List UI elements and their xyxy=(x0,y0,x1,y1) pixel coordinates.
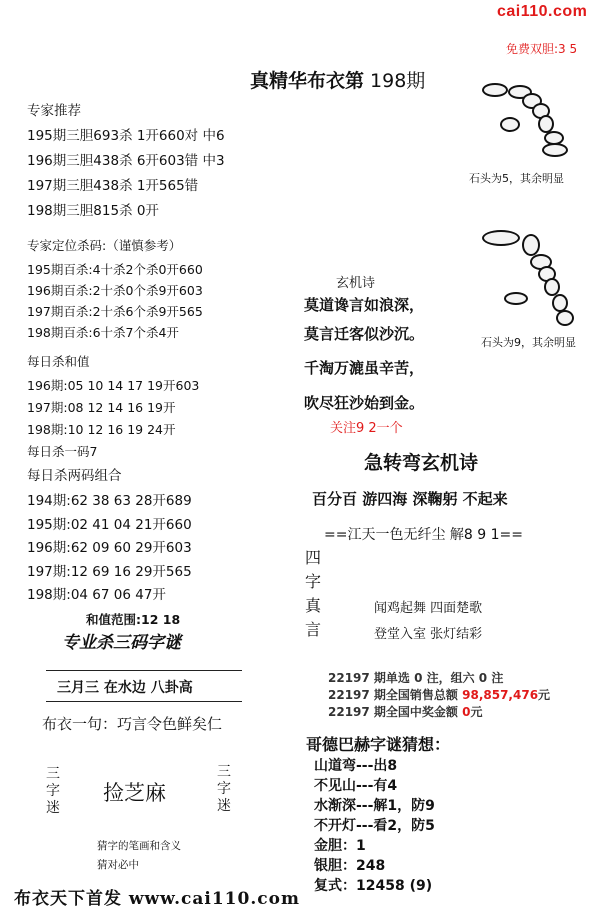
pro-kill-title: 专业杀三码字谜 xyxy=(62,633,181,653)
guess-title: 哥德巴赫字谜猜想： xyxy=(306,735,451,754)
turn-poem-line: 百分百 游四海 深鞠躬 不起来 xyxy=(312,490,508,508)
poem-line: 吹尽狂沙始到金。 xyxy=(304,394,425,412)
two-code-heading: 每日杀两码组合 xyxy=(27,468,122,484)
expert-line: 198期三胆815杀 0开 xyxy=(27,203,159,219)
side-label-right: 三字迷 xyxy=(217,764,231,814)
guess-line: 水渐深---解1，防9 xyxy=(314,798,435,814)
expert-line: 197期三胆438杀 1开565错 xyxy=(27,178,199,194)
stones-image-2 xyxy=(478,226,588,326)
footer-banner: 布衣天下首发 www.cai110.com xyxy=(14,889,300,909)
expert-heading: 专家推荐 xyxy=(27,103,81,119)
one-line-riddle: 布衣一句：巧言令色鲜矣仁 xyxy=(42,715,223,733)
sum-range: 和值范围:12 18 xyxy=(86,612,181,627)
four-words-line1: 闻鸡起舞 四面楚歌 xyxy=(374,601,483,616)
guess-line: 复式：12458 (9) xyxy=(314,878,433,894)
hint-line-2: 猜对必中 xyxy=(97,859,139,871)
site-logo: cai110.com xyxy=(497,3,588,20)
poem-note: 关注9 2一个 xyxy=(330,421,403,436)
stones-caption-1: 石头为5，其余明显 xyxy=(469,172,564,185)
kill-code-line: 198期百杀:6十杀7个杀4开 xyxy=(27,325,179,340)
four-words-char: 字 xyxy=(304,572,321,591)
turn-poem-solve: ==江天一色无纤尘 解8 9 1== xyxy=(324,527,523,543)
two-code-list xyxy=(27,490,192,608)
stones-caption-2: 石头为9，其余明显 xyxy=(481,336,576,349)
kill-code-line: 196期百杀:2十杀0个杀9开603 xyxy=(27,283,203,298)
center-riddle: 捡芝麻 xyxy=(103,781,166,805)
guess-line: 银胆：248 xyxy=(314,858,386,874)
sum-kill-line: 197期:08 12 14 16 19开 xyxy=(27,400,176,415)
four-words-line2: 登堂入室 张灯结彩 xyxy=(374,627,483,642)
poem-line: 莫道谗言如浪深， xyxy=(304,296,425,314)
hint-line-1: 猜字的笔画和含义 xyxy=(97,840,181,852)
one-code-line: 每日杀一码7 xyxy=(27,444,98,459)
sum-kill-heading: 每日杀和值 xyxy=(27,354,90,369)
poem-line: 千淘万漉虽辛苦， xyxy=(304,359,425,377)
stat-prize-label: 22197 期全国中奖金额 xyxy=(328,705,458,719)
kill-codes-list xyxy=(27,259,203,343)
guess-line: 山道弯---出8 xyxy=(314,758,398,774)
four-words-char: 四 xyxy=(304,548,321,567)
expert-line: 196期三胆438杀 6开603错 中3 xyxy=(27,153,225,169)
stat-sales-label: 22197 期全国销售总额 xyxy=(328,688,458,702)
free-pick-label: 免费双胆:3 5 xyxy=(506,42,578,56)
two-code-line: 196期:62 09 60 29开603 xyxy=(27,540,192,556)
kill-code-line: 195期百杀:4十杀2个杀0开660 xyxy=(27,262,203,277)
stat-sales-unit: 元 xyxy=(538,688,551,702)
four-words-char: 真 xyxy=(304,596,321,615)
stones-image-1 xyxy=(472,75,592,165)
poem-title: 玄机诗 xyxy=(336,276,376,291)
guess-line: 不开灯---看2，防5 xyxy=(314,818,435,834)
sum-kill-list xyxy=(27,375,199,463)
two-code-line: 198期:04 67 06 47开 xyxy=(27,587,166,603)
two-code-line: 194期:62 38 63 28开689 xyxy=(27,493,192,509)
guess-list xyxy=(314,756,435,896)
stat-line-1: 22197 期单选 0 注，组六 0 注 xyxy=(328,671,504,685)
poem-line: 莫言迁客似沙沉。 xyxy=(304,325,425,343)
two-code-line: 197期:12 69 16 29开565 xyxy=(27,563,192,580)
riddle-line: 三月三 在水边 八卦高 xyxy=(57,680,193,696)
divider-top xyxy=(46,670,242,671)
sum-kill-line: 196期:05 10 14 17 19开603 xyxy=(27,378,200,393)
issue-number: 198期 xyxy=(370,70,426,92)
stat-sales-value: 98,857,476 xyxy=(462,688,539,702)
kill-codes-heading: 专家定位杀码:（谨慎参考） xyxy=(27,238,182,253)
guess-line: 不见山---有4 xyxy=(314,778,398,794)
stat-line-2 xyxy=(328,686,550,703)
side-label-left: 三字迷 xyxy=(46,766,60,816)
four-words-char: 言 xyxy=(304,620,321,639)
expert-line: 195期三胆693杀 1开660对 中6 xyxy=(27,128,225,144)
sum-kill-line: 198期:10 12 16 19 24开 xyxy=(27,422,176,437)
stat-prize-unit: 元 xyxy=(470,705,483,719)
turn-poem-title: 急转弯玄机诗 xyxy=(364,452,479,474)
four-words-label xyxy=(304,546,324,642)
guess-line: 金胆：1 xyxy=(314,838,366,854)
kill-code-line: 197期百杀:2十杀6个杀9开565 xyxy=(27,304,203,319)
divider-bottom xyxy=(46,701,242,702)
stat-line-3 xyxy=(328,703,483,720)
title-text: 真精华布衣第 xyxy=(250,70,365,92)
expert-list xyxy=(27,124,225,224)
page-title xyxy=(250,66,425,93)
two-code-line: 195期:02 41 04 21开660 xyxy=(27,516,192,533)
stat-prize-value: 0 xyxy=(462,705,471,719)
